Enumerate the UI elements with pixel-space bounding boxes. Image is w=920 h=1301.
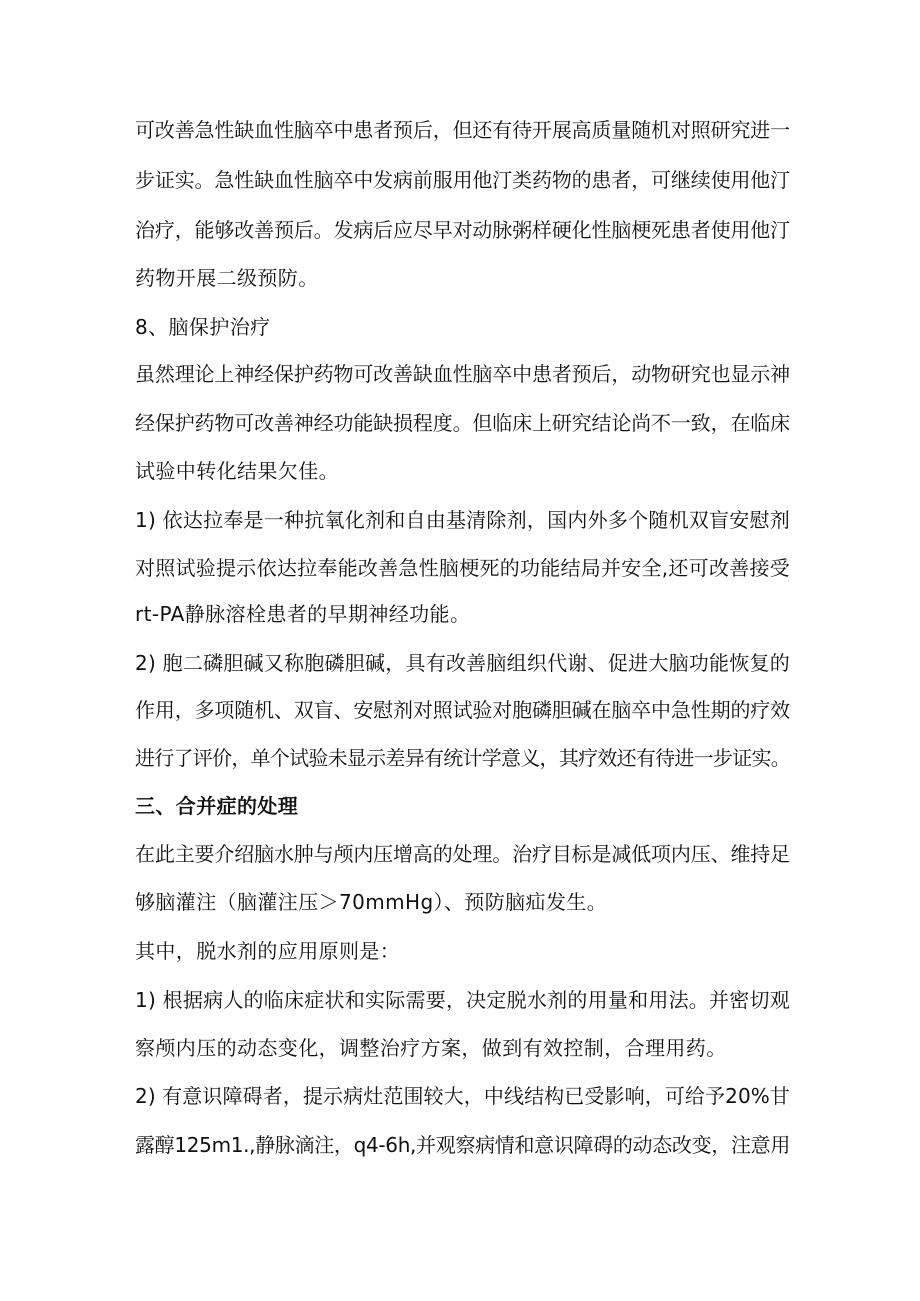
text-line: 对照试验提示依达拉奉能改善急性脑梗死的功能结局并安全,还可改善接受 — [135, 556, 790, 580]
text-line: 治疗，能够改善预后。发病后应尽早对动脉粥样硬化性脑梗死患者使用他汀 — [135, 218, 790, 242]
text-line: 进行了评价，单个试验未显示差异有统计学意义，其疗效还有待进一步证实。 — [135, 746, 790, 770]
text-line: 其中，脱水剂的应用原则是： — [135, 939, 401, 963]
text-line: rt-PA静脉溶栓患者的早期神经功能。 — [135, 602, 471, 626]
text-line: 步证实。急性缺血性脑卒中发病前服用他汀类药物的患者，可继续使用他汀 — [135, 168, 790, 192]
text-line: 在此主要介绍脑水肿与颅内压增高的处理。治疗目标是减低项内压、维持足 — [135, 842, 790, 866]
text-line: 可改善急性缺血性脑卒中患者预后，但还有待开展高质量随机对照研究进一 — [135, 118, 790, 142]
section-heading: 三、合并症的处理 — [135, 794, 299, 818]
text-line: 药物开展二级预防。 — [135, 266, 319, 290]
text-line: 露醇125m1.,静脉滴注，q4-6h,并观察病情和意识障碍的动态改变，注意用 — [135, 1133, 790, 1157]
text-line: 够脑灌注（脑灌注压＞70mmHg）、预防脑疝发生。 — [135, 890, 608, 914]
text-line: 察颅内压的动态变化，调整治疗方案，做到有效控制，合理用药。 — [135, 1036, 727, 1060]
list-item: 2) 胞二磷胆碱又称胞磷胆碱，具有改善脑组织代谢、促进大脑功能恢复的 — [135, 651, 790, 675]
list-item: 2) 有意识障碍者，提示病灶范围较大，中线结构已受影响，可给予20%甘 — [135, 1084, 790, 1108]
list-item: 1) 依达拉奉是一种抗氧化剂和自由基清除剂，国内外多个随机双盲安慰剂 — [135, 508, 790, 532]
text-line: 虽然理论上神经保护药物可改善缺血性脑卒中患者预后，动物研究也显示神 — [135, 362, 790, 386]
text-line: 作用，多项随机、双盲、安慰剂对照试验对胞磷胆碱在脑卒中急性期的疗效 — [135, 698, 790, 722]
text-line: 试验中转化结果欠佳。 — [135, 459, 339, 483]
text-line: 经保护药物可改善神经功能缺损程度。但临床上研究结论尚不一致，在临床 — [135, 411, 790, 435]
section-heading: 8、脑保护治疗 — [135, 315, 271, 339]
list-item: 1) 根据病人的临床症状和实际需要，决定脱水剂的用量和用法。并密切观 — [135, 988, 790, 1012]
